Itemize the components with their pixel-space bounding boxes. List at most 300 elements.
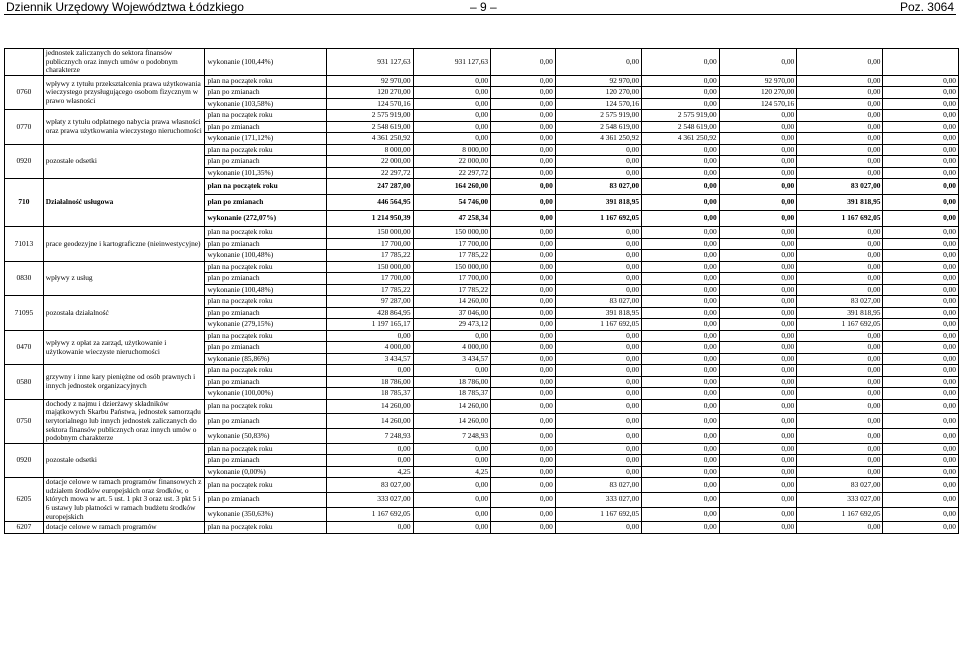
row-label: plan po zmianach <box>205 87 327 99</box>
amount-cell: 0,00 <box>719 522 797 534</box>
amount-cell: 83 027,00 <box>797 296 883 308</box>
row-label: wykonanie (101,35%) <box>205 167 327 179</box>
amount-cell: 17 785,22 <box>413 250 491 262</box>
amount-cell: 0,00 <box>555 414 641 429</box>
amount-cell: 0,00 <box>883 211 959 227</box>
amount-cell: 92 970,00 <box>327 75 413 87</box>
amount-cell: 0,00 <box>797 98 883 110</box>
amount-cell: 18 785,37 <box>327 388 413 400</box>
amount-cell: 0,00 <box>555 156 641 168</box>
amount-cell: 83 027,00 <box>555 296 641 308</box>
amount-cell: 17 700,00 <box>327 273 413 285</box>
amount-cell: 0,00 <box>797 365 883 377</box>
amount-cell: 0,00 <box>642 429 720 444</box>
amount-cell: 0,00 <box>797 167 883 179</box>
table-row <box>5 75 959 87</box>
amount-cell: 0,00 <box>491 144 556 156</box>
row-label: plan po zmianach <box>205 342 327 354</box>
classification-code: 710 <box>5 179 44 227</box>
amount-cell: 29 473,12 <box>413 319 491 331</box>
amount-cell: 17 785,22 <box>413 284 491 296</box>
amount-cell: 0,00 <box>719 455 797 467</box>
amount-cell: 0,00 <box>642 227 720 239</box>
amount-cell: 0,00 <box>719 211 797 227</box>
row-label: plan po zmianach <box>205 492 327 507</box>
amount-cell: 0,00 <box>555 261 641 273</box>
amount-cell: 0,00 <box>719 261 797 273</box>
amount-cell: 0,00 <box>719 179 797 195</box>
item-description: wpływy z tytułu przekształcenia prawa użytkowania wieczystego przysługującego osobom fizycznym w prawo własności <box>43 75 205 110</box>
amount-cell: 0,00 <box>797 455 883 467</box>
amount-cell: 0,00 <box>491 507 556 522</box>
amount-cell: 17 700,00 <box>413 273 491 285</box>
row-label: plan po zmianach <box>205 156 327 168</box>
amount-cell: 1 167 692,05 <box>327 507 413 522</box>
amount-cell: 150 000,00 <box>327 227 413 239</box>
amount-cell: 0,00 <box>555 227 641 239</box>
amount-cell: 0,00 <box>555 273 641 285</box>
amount-cell: 0,00 <box>642 167 720 179</box>
amount-cell: 0,00 <box>491 261 556 273</box>
amount-cell: 0,00 <box>719 319 797 331</box>
amount-cell: 0,00 <box>719 167 797 179</box>
amount-cell: 4,25 <box>413 466 491 478</box>
amount-cell: 0,00 <box>413 330 491 342</box>
amount-cell: 37 046,00 <box>413 307 491 319</box>
amount-cell: 0,00 <box>883 167 959 179</box>
amount-cell: 0,00 <box>491 75 556 87</box>
amount-cell: 0,00 <box>642 284 720 296</box>
amount-cell: 0,00 <box>719 429 797 444</box>
amount-cell: 4 361 250,92 <box>327 133 413 145</box>
amount-cell: 0,00 <box>642 211 720 227</box>
amount-cell: 0,00 <box>797 353 883 365</box>
item-description: dotacje celowe w ramach programów <box>43 522 205 534</box>
classification-code: 0920 <box>5 144 44 179</box>
amount-cell: 0,00 <box>327 443 413 455</box>
amount-cell: 0,00 <box>797 284 883 296</box>
row-label: plan po zmianach <box>205 273 327 285</box>
amount-cell: 0,00 <box>883 250 959 262</box>
amount-cell: 1 167 692,05 <box>797 507 883 522</box>
amount-cell: 0,00 <box>883 307 959 319</box>
amount-cell: 83 027,00 <box>797 478 883 493</box>
amount-cell: 446 564,95 <box>327 195 413 211</box>
amount-cell: 931 127,63 <box>327 49 413 76</box>
amount-cell: 0,00 <box>491 388 556 400</box>
row-label: plan po zmianach <box>205 238 327 250</box>
amount-cell: 0,00 <box>555 376 641 388</box>
amount-cell: 0,00 <box>883 429 959 444</box>
row-label: plan po zmianach <box>205 455 327 467</box>
amount-cell: 0,00 <box>719 144 797 156</box>
amount-cell: 0,00 <box>719 388 797 400</box>
amount-cell: 150 000,00 <box>413 261 491 273</box>
amount-cell: 0,00 <box>555 167 641 179</box>
amount-cell: 3 434,57 <box>413 353 491 365</box>
item-description: pozostałe odsetki <box>43 144 205 179</box>
amount-cell: 0,00 <box>413 492 491 507</box>
classification-code: 0470 <box>5 330 44 365</box>
amount-cell: 0,00 <box>797 414 883 429</box>
amount-cell: 0,00 <box>491 238 556 250</box>
amount-cell: 0,00 <box>797 238 883 250</box>
amount-cell: 0,00 <box>555 238 641 250</box>
amount-cell: 0,00 <box>719 110 797 122</box>
amount-cell: 0,00 <box>797 75 883 87</box>
amount-cell: 7 248,93 <box>413 429 491 444</box>
amount-cell: 0,00 <box>883 330 959 342</box>
amount-cell: 0,00 <box>491 195 556 211</box>
amount-cell: 0,00 <box>883 353 959 365</box>
amount-cell: 0,00 <box>797 376 883 388</box>
row-label: wykonanie (171,12%) <box>205 133 327 145</box>
classification-code: 0770 <box>5 110 44 145</box>
amount-cell: 0,00 <box>555 429 641 444</box>
amount-cell: 0,00 <box>491 49 556 76</box>
amount-cell: 0,00 <box>491 133 556 145</box>
amount-cell: 0,00 <box>719 342 797 354</box>
amount-cell: 428 864,95 <box>327 307 413 319</box>
amount-cell: 0,00 <box>642 376 720 388</box>
amount-cell: 0,00 <box>883 414 959 429</box>
amount-cell: 0,00 <box>555 388 641 400</box>
amount-cell: 14 260,00 <box>327 414 413 429</box>
amount-cell: 0,00 <box>883 179 959 195</box>
amount-cell: 0,00 <box>719 376 797 388</box>
amount-cell: 0,00 <box>491 211 556 227</box>
amount-cell: 0,00 <box>491 455 556 467</box>
amount-cell: 1 214 950,39 <box>327 211 413 227</box>
amount-cell: 0,00 <box>491 296 556 308</box>
amount-cell: 120 270,00 <box>719 87 797 99</box>
amount-cell: 0,00 <box>491 429 556 444</box>
amount-cell: 0,00 <box>719 492 797 507</box>
page-header <box>0 0 960 14</box>
amount-cell: 0,00 <box>327 330 413 342</box>
amount-cell: 150 000,00 <box>413 227 491 239</box>
amount-cell: 0,00 <box>719 121 797 133</box>
amount-cell: 0,00 <box>797 466 883 478</box>
amount-cell: 124 570,16 <box>327 98 413 110</box>
row-label: plan na początek roku <box>205 261 327 273</box>
amount-cell: 0,00 <box>642 388 720 400</box>
position-number: Poz. 3064 <box>899 0 954 14</box>
item-description: jednostek zaliczanych do sektora finansów publicznych oraz innych umów o podobnym charakterze <box>43 49 205 76</box>
amount-cell: 120 270,00 <box>555 87 641 99</box>
amount-cell: 0,00 <box>719 238 797 250</box>
amount-cell: 0,00 <box>642 365 720 377</box>
row-label: wykonanie (350,63%) <box>205 507 327 522</box>
amount-cell: 0,00 <box>555 284 641 296</box>
amount-cell: 0,00 <box>719 307 797 319</box>
row-label: plan po zmianach <box>205 307 327 319</box>
amount-cell: 0,00 <box>642 250 720 262</box>
amount-cell: 0,00 <box>797 227 883 239</box>
amount-cell: 0,00 <box>797 133 883 145</box>
amount-cell: 17 700,00 <box>327 238 413 250</box>
amount-cell: 0,00 <box>883 144 959 156</box>
table-row <box>5 330 959 342</box>
page-number: – 9 – <box>470 0 497 14</box>
amount-cell: 0,00 <box>555 144 641 156</box>
amount-cell: 333 027,00 <box>797 492 883 507</box>
row-label: plan na początek roku <box>205 296 327 308</box>
amount-cell: 1 167 692,05 <box>555 211 641 227</box>
row-label: plan po zmianach <box>205 195 327 211</box>
amount-cell: 18 786,00 <box>327 376 413 388</box>
row-label: wykonanie (100,44%) <box>205 49 327 76</box>
amount-cell: 0,00 <box>491 273 556 285</box>
amount-cell: 1 167 692,05 <box>555 319 641 331</box>
amount-cell: 0,00 <box>642 414 720 429</box>
amount-cell: 17 700,00 <box>413 238 491 250</box>
amount-cell: 0,00 <box>555 522 641 534</box>
amount-cell <box>883 49 959 76</box>
row-label: plan na początek roku <box>205 443 327 455</box>
row-label: wykonanie (0,00%) <box>205 466 327 478</box>
amount-cell: 391 818,95 <box>555 307 641 319</box>
row-label: wykonanie (85,86%) <box>205 353 327 365</box>
row-label: wykonanie (272,07%) <box>205 211 327 227</box>
amount-cell: 0,00 <box>642 307 720 319</box>
item-description: pozostałe odsetki <box>43 443 205 478</box>
amount-cell: 333 027,00 <box>327 492 413 507</box>
amount-cell: 22 297,72 <box>413 167 491 179</box>
amount-cell: 22 000,00 <box>327 156 413 168</box>
amount-cell: 0,00 <box>797 429 883 444</box>
amount-cell: 0,00 <box>797 388 883 400</box>
row-label: wykonanie (100,48%) <box>205 250 327 262</box>
amount-cell: 22 297,72 <box>327 167 413 179</box>
amount-cell: 0,00 <box>413 87 491 99</box>
amount-cell: 0,00 <box>413 133 491 145</box>
amount-cell: 0,00 <box>491 522 556 534</box>
amount-cell: 0,00 <box>642 156 720 168</box>
table-row <box>5 522 959 534</box>
row-label: plan po zmianach <box>205 414 327 429</box>
amount-cell: 0,00 <box>642 319 720 331</box>
amount-cell: 2 575 919,00 <box>555 110 641 122</box>
item-description: Działalność usługowa <box>43 179 205 227</box>
amount-cell: 1 167 692,05 <box>797 211 883 227</box>
amount-cell: 4 361 250,92 <box>555 133 641 145</box>
amount-cell: 0,00 <box>327 522 413 534</box>
classification-code: 0920 <box>5 443 44 478</box>
amount-cell: 0,00 <box>642 273 720 285</box>
amount-cell: 391 818,95 <box>797 307 883 319</box>
amount-cell: 0,00 <box>642 49 720 76</box>
amount-cell: 1 167 692,05 <box>797 319 883 331</box>
amount-cell: 8 000,00 <box>327 144 413 156</box>
amount-cell: 0,00 <box>883 399 959 414</box>
classification-code: 0760 <box>5 75 44 110</box>
amount-cell: 0,00 <box>491 353 556 365</box>
amount-cell: 0,00 <box>642 478 720 493</box>
row-label: wykonanie (100,00%) <box>205 388 327 400</box>
amount-cell: 2 575 919,00 <box>327 110 413 122</box>
amount-cell: 14 260,00 <box>413 414 491 429</box>
amount-cell: 0,00 <box>413 365 491 377</box>
classification-code: 0750 <box>5 399 44 443</box>
amount-cell: 22 000,00 <box>413 156 491 168</box>
item-description: wpłaty z tytułu odpłatnego nabycia prawa własności oraz prawa użytkowania wieczystego nieruchomości <box>43 110 205 145</box>
amount-cell: 0,00 <box>797 250 883 262</box>
classification-code: 71013 <box>5 227 44 262</box>
row-label: wykonanie (100,48%) <box>205 284 327 296</box>
amount-cell: 17 785,22 <box>327 284 413 296</box>
item-description: pozostała działalność <box>43 296 205 331</box>
amount-cell: 4 361 250,92 <box>642 133 720 145</box>
table-row <box>5 144 959 156</box>
table-row <box>5 478 959 493</box>
amount-cell: 18 785,37 <box>413 388 491 400</box>
header-rule <box>4 14 956 15</box>
amount-cell: 0,00 <box>491 414 556 429</box>
amount-cell: 150 000,00 <box>327 261 413 273</box>
classification-code: 71095 <box>5 296 44 331</box>
row-label: wykonanie (103,58%) <box>205 98 327 110</box>
amount-cell: 83 027,00 <box>797 179 883 195</box>
amount-cell: 83 027,00 <box>327 478 413 493</box>
amount-cell: 0,00 <box>642 238 720 250</box>
amount-cell: 0,00 <box>883 261 959 273</box>
amount-cell: 0,00 <box>797 273 883 285</box>
amount-cell: 0,00 <box>797 443 883 455</box>
amount-cell: 0,00 <box>719 49 797 76</box>
amount-cell: 0,00 <box>642 455 720 467</box>
budget-table <box>4 48 959 534</box>
amount-cell: 0,00 <box>642 507 720 522</box>
amount-cell: 0,00 <box>642 179 720 195</box>
amount-cell: 0,00 <box>642 399 720 414</box>
item-description: grzywny i inne kary pieniężne od osób prawnych i innych jednostek organizacyjnych <box>43 365 205 400</box>
item-description: dotacje celowe w ramach programów finansowych z udziałem środków europejskich oraz środków, o których mowa w art. 5 ust. 1 pkt 3 oraz ust. 3 pkt 5 i 6 ustawy lub płatności w ramach budżetu środków europejskich <box>43 478 205 522</box>
amount-cell: 1 167 692,05 <box>555 507 641 522</box>
table-row <box>5 443 959 455</box>
amount-cell: 124 570,16 <box>555 98 641 110</box>
amount-cell: 0,00 <box>642 296 720 308</box>
amount-cell: 0,00 <box>797 49 883 76</box>
amount-cell: 0,00 <box>491 376 556 388</box>
amount-cell: 0,00 <box>797 342 883 354</box>
amount-cell: 97 287,00 <box>327 296 413 308</box>
row-label: wykonanie (50,83%) <box>205 429 327 444</box>
journal-title: Dziennik Urzędowy Województwa Łódzkiego <box>6 0 244 14</box>
amount-cell: 0,00 <box>491 179 556 195</box>
amount-cell: 0,00 <box>797 522 883 534</box>
amount-cell: 164 260,00 <box>413 179 491 195</box>
amount-cell: 0,00 <box>491 98 556 110</box>
amount-cell: 0,00 <box>491 121 556 133</box>
amount-cell: 92 970,00 <box>555 75 641 87</box>
table-row <box>5 227 959 239</box>
amount-cell: 333 027,00 <box>555 492 641 507</box>
row-label: plan na początek roku <box>205 365 327 377</box>
amount-cell: 4 000,00 <box>327 342 413 354</box>
amount-cell: 14 260,00 <box>327 399 413 414</box>
amount-cell: 0,00 <box>719 156 797 168</box>
amount-cell: 0,00 <box>413 478 491 493</box>
amount-cell: 0,00 <box>883 492 959 507</box>
table-body <box>5 49 959 534</box>
amount-cell: 0,00 <box>642 195 720 211</box>
amount-cell: 0,00 <box>883 296 959 308</box>
amount-cell: 0,00 <box>719 507 797 522</box>
amount-cell: 0,00 <box>883 133 959 145</box>
amount-cell: 0,00 <box>642 261 720 273</box>
amount-cell: 0,00 <box>883 342 959 354</box>
amount-cell: 0,00 <box>491 319 556 331</box>
amount-cell: 0,00 <box>883 121 959 133</box>
amount-cell: 7 248,93 <box>327 429 413 444</box>
amount-cell: 0,00 <box>719 414 797 429</box>
amount-cell: 14 260,00 <box>413 296 491 308</box>
amount-cell: 0,00 <box>491 365 556 377</box>
classification-code: 0580 <box>5 365 44 400</box>
row-label: plan po zmianach <box>205 376 327 388</box>
amount-cell: 4 000,00 <box>413 342 491 354</box>
amount-cell: 0,00 <box>883 227 959 239</box>
table-row <box>5 296 959 308</box>
classification-code: 0830 <box>5 261 44 296</box>
classification-code: 6205 <box>5 478 44 522</box>
amount-cell: 0,00 <box>413 507 491 522</box>
row-label: plan na początek roku <box>205 75 327 87</box>
amount-cell: 0,00 <box>491 342 556 354</box>
amount-cell: 0,00 <box>413 443 491 455</box>
amount-cell: 0,00 <box>413 121 491 133</box>
amount-cell: 0,00 <box>327 365 413 377</box>
amount-cell: 0,00 <box>719 195 797 211</box>
amount-cell: 0,00 <box>719 250 797 262</box>
amount-cell: 0,00 <box>642 144 720 156</box>
amount-cell: 0,00 <box>555 443 641 455</box>
amount-cell: 0,00 <box>491 227 556 239</box>
classification-code <box>5 49 44 76</box>
amount-cell: 0,00 <box>491 478 556 493</box>
amount-cell: 0,00 <box>491 110 556 122</box>
amount-cell: 0,00 <box>642 342 720 354</box>
amount-cell: 2 548 619,00 <box>642 121 720 133</box>
amount-cell: 0,00 <box>719 466 797 478</box>
amount-cell: 0,00 <box>413 522 491 534</box>
table-row <box>5 110 959 122</box>
row-label: plan na początek roku <box>205 478 327 493</box>
classification-code: 6207 <box>5 522 44 534</box>
row-label: plan na początek roku <box>205 227 327 239</box>
amount-cell: 0,00 <box>719 273 797 285</box>
amount-cell: 0,00 <box>642 492 720 507</box>
amount-cell: 0,00 <box>797 330 883 342</box>
amount-cell: 0,00 <box>491 250 556 262</box>
amount-cell: 0,00 <box>719 353 797 365</box>
amount-cell: 0,00 <box>797 121 883 133</box>
row-label: wykonanie (279,15%) <box>205 319 327 331</box>
amount-cell: 0,00 <box>883 284 959 296</box>
amount-cell: 0,00 <box>642 330 720 342</box>
amount-cell: 0,00 <box>883 195 959 211</box>
amount-cell: 3 434,57 <box>327 353 413 365</box>
amount-cell: 2 575 919,00 <box>642 110 720 122</box>
amount-cell: 83 027,00 <box>555 478 641 493</box>
amount-cell: 0,00 <box>555 353 641 365</box>
amount-cell: 0,00 <box>491 284 556 296</box>
amount-cell: 0,00 <box>883 365 959 377</box>
amount-cell: 247 287,00 <box>327 179 413 195</box>
table-row <box>5 179 959 195</box>
amount-cell: 0,00 <box>883 388 959 400</box>
